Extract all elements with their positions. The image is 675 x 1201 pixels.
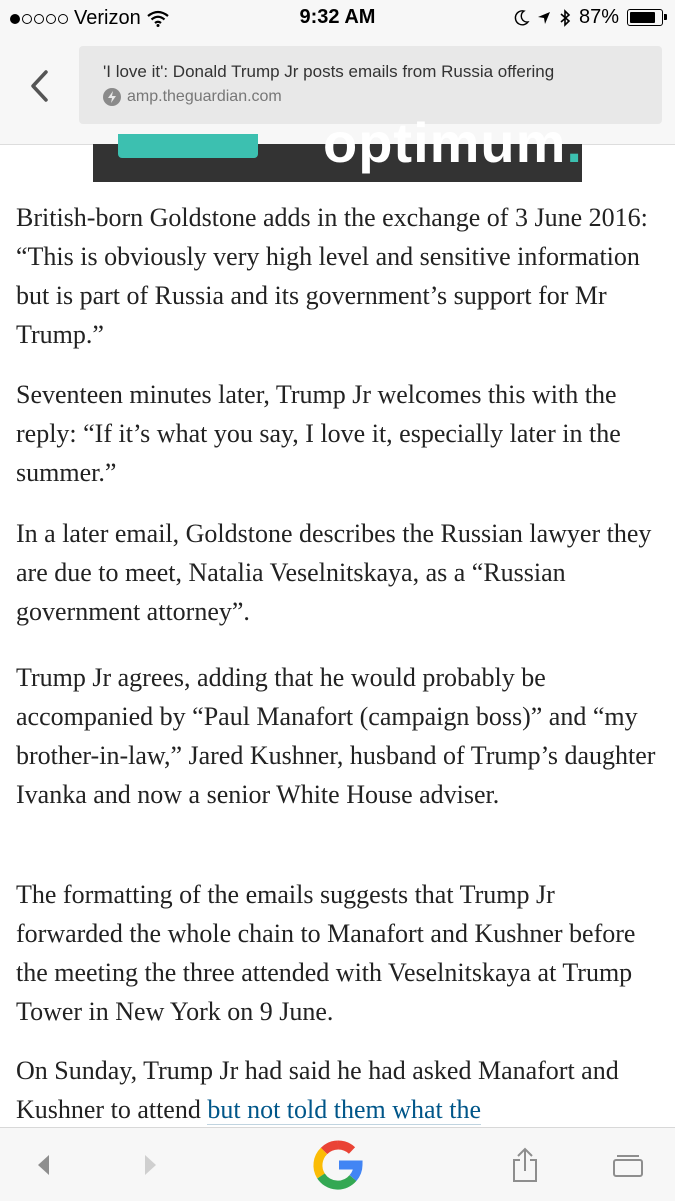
forward-arrow-icon: [141, 1153, 159, 1177]
clock: 9:32 AM: [299, 6, 376, 28]
paragraph: [16, 1051, 661, 1129]
share-button[interactable]: [505, 1128, 545, 1201]
page-title: 'I love it': Donald Trump Jr posts emails from Russia offering: [103, 62, 648, 82]
google-icon: [312, 1139, 364, 1191]
battery-percent: 87%: [578, 6, 619, 28]
back-button[interactable]: [24, 64, 54, 108]
url-host: amp.theguardian.com: [127, 88, 282, 105]
lightning-bolt-icon: [103, 88, 121, 106]
ad-button[interactable]: [118, 134, 258, 158]
bottom-toolbar: [0, 1127, 675, 1201]
advertisement-banner[interactable]: [93, 111, 583, 182]
status-right-group: [515, 6, 663, 29]
tabs-button[interactable]: [608, 1128, 648, 1201]
carrier-label: Verizon: [74, 7, 141, 29]
paragraph: The formatting of the emails suggests that Trump Jr forwarded the whole chain to Manafort and Kushner before the meeting the three attended with Veselnitskaya at Trump Tower in New York on 9 June.: [16, 880, 636, 1026]
battery-icon: [627, 9, 663, 26]
paragraph: British-born Goldstone adds in the exchange of 3 June 2016: “This is obviously very high level and sensitive information but is part of Russia and its government’s support for Mr Trump.”: [16, 203, 648, 349]
forward-nav-button[interactable]: [130, 1128, 170, 1201]
back-nav-button[interactable]: [24, 1128, 64, 1201]
google-button[interactable]: [308, 1128, 368, 1201]
ad-wordmark: optimum.: [323, 111, 583, 174]
share-icon: [510, 1147, 540, 1183]
bluetooth-icon: [559, 9, 571, 27]
paragraph-text: On Sunday, Trump Jr had said he had asked Manafort and Kushner to attend: [16, 1056, 619, 1124]
moon-icon: [515, 10, 529, 26]
location-arrow-icon: [537, 11, 551, 25]
paragraph: Trump Jr agrees, adding that he would probably be accompanied by “Paul Manafort (campaign boss)” and “my brother-in-law,” Jared Kushner, husband of Trump’s daughter Ivanka and now a senior White House adviser.: [16, 663, 656, 809]
back-arrow-icon: [35, 1153, 53, 1177]
paragraph: In a later email, Goldstone describes the Russian lawyer they are due to meet, Natalia Veselnitskaya, as a “Russian government attorney”.: [16, 519, 652, 626]
url-host-row: [103, 88, 282, 106]
tabs-icon: [612, 1152, 644, 1178]
paragraph: Seventeen minutes later, Trump Jr welcomes this with the reply: “If it’s what you say, I love it, especially later in the summer.”: [16, 380, 621, 487]
status-bar: [0, 0, 675, 36]
battery-fill: [630, 12, 655, 23]
article-link[interactable]: but not told them what the: [207, 1095, 482, 1124]
chevron-left-icon: [24, 64, 54, 108]
